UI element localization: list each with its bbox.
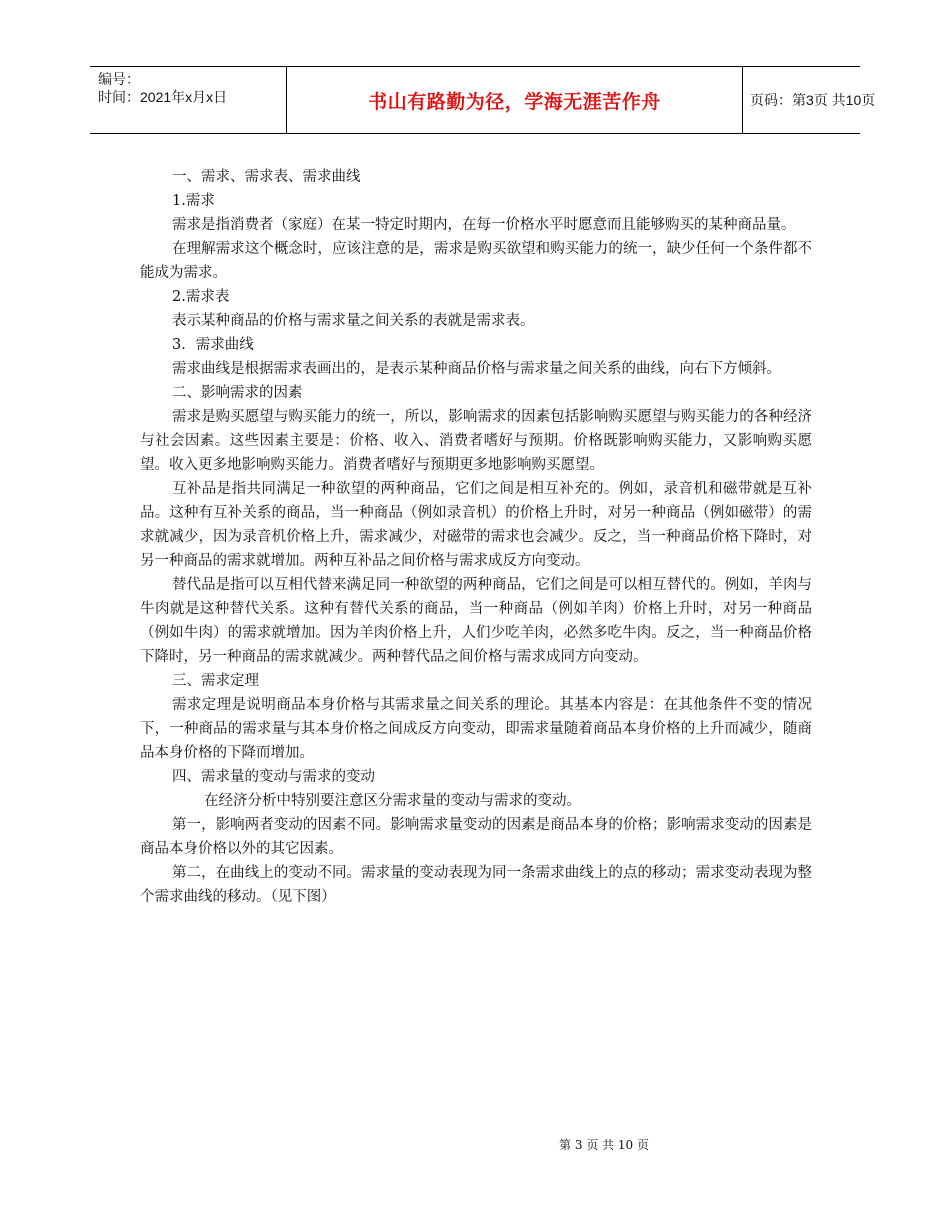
- header-left-cell: [90, 67, 286, 133]
- body-paragraph: 互补品是指共同满足一种欲望的两种商品，它们之间是相互补充的。例如，录音机和磁带就是互补品。这种有互补关系的商品，当一种商品（例如录音机）的价格上升时，对另一种商品（例如磁带）的需求就减少，因为录音机价格上升，需求减少，对磁带的需求也会减少。反之，当一种商品价格下降时，对另一种商品的需求就增加。两种互补品之间价格与需求成反方向变动。: [140, 481, 812, 569]
- body-paragraph: 3．需求曲线: [172, 337, 254, 353]
- body-paragraph: 第二，在曲线上的变动不同。需求量的变动表现为同一条需求曲线上的点的移动；需求变动表现为整个需求曲线的移动。（见下图）: [140, 865, 812, 905]
- body-paragraph: 2.需求表: [172, 289, 230, 305]
- body-paragraph: 第一，影响两者变动的因素不同。影响需求量变动的因素是商品本身的价格；影响需求变动的因素是商品本身价格以外的其它因素。: [140, 817, 812, 857]
- body-paragraph: 1.需求: [172, 193, 215, 209]
- body-paragraph: 在理解需求这个概念时，应该注意的是，需求是购买欲望和购买能力的统一，缺少任何一个条件都不能成为需求。: [140, 241, 812, 281]
- body-paragraph: 需求曲线是根据需求表画出的，是表示某种商品价格与需求量之间关系的曲线，向右下方倾斜。: [172, 361, 781, 377]
- body-paragraph: 需求是购买愿望与购买能力的统一，所以，影响需求的因素包括影响购买愿望与购买能力的各种经济与社会因素。这些因素主要是：价格、收入、消费者嗜好与预期。价格既影响购买能力，又影响购买愿望。收入更多地影响购买能力。消费者嗜好与预期更多地影响购买愿望。: [140, 409, 812, 473]
- serial-number-label: 编号：: [98, 71, 140, 87]
- body-paragraph: 表示某种商品的价格与需求量之间关系的表就是需求表。: [172, 313, 535, 329]
- body-paragraph: 一、需求、需求表、需求曲线: [172, 169, 361, 185]
- body-paragraph: 需求定理是说明商品本身价格与其需求量之间关系的理论。其基本内容是：在其他条件不变的情况下，一种商品的需求量与其本身价格之间成反方向变动，即需求量随着商品本身价格的上升而减少，随商品本身价格的下降而增加。: [140, 697, 812, 761]
- body-paragraph: 替代品是指可以互相代替来满足同一种欲望的两种商品，它们之间是可以相互替代的。例如，羊肉与牛肉就是这种替代关系。这种有替代关系的商品，当一种商品（例如羊肉）价格上升时，对另一种商品（例如牛肉）的需求就增加。因为羊肉价格上升，人们少吃羊肉，必然多吃牛肉。反之，当一种商品价格下降时，另一种商品的需求就减少。两种替代品之间价格与需求成同方向变动。: [140, 577, 812, 665]
- header-right-cell: [742, 67, 876, 133]
- page-footer: [0, 1136, 950, 1153]
- document-body: [140, 165, 812, 909]
- body-paragraph: 三、需求定理: [172, 673, 259, 689]
- time-label: 时间：2021年x月x日: [98, 89, 228, 105]
- body-paragraph: 在经济分析中特别要注意区分需求量的变动与需求的变动。: [204, 793, 581, 809]
- body-paragraph: 四、需求量的变动与需求的变动: [172, 769, 375, 785]
- body-paragraph: 二、影响需求的因素: [172, 385, 303, 401]
- header-page-label: 页码：第3页 共10页: [750, 92, 876, 108]
- body-paragraph: 需求是指消费者（家庭）在某一特定时期内，在每一价格水平时愿意而且能够购买的某种商品量。: [172, 217, 796, 233]
- header-motto-cell: [286, 67, 743, 133]
- motto-text: 书山有路勤为径，学海无涯苦作舟: [368, 90, 661, 113]
- footer-page-number: 第 3 页 共 10 页: [559, 1138, 649, 1152]
- document-header: [90, 66, 876, 134]
